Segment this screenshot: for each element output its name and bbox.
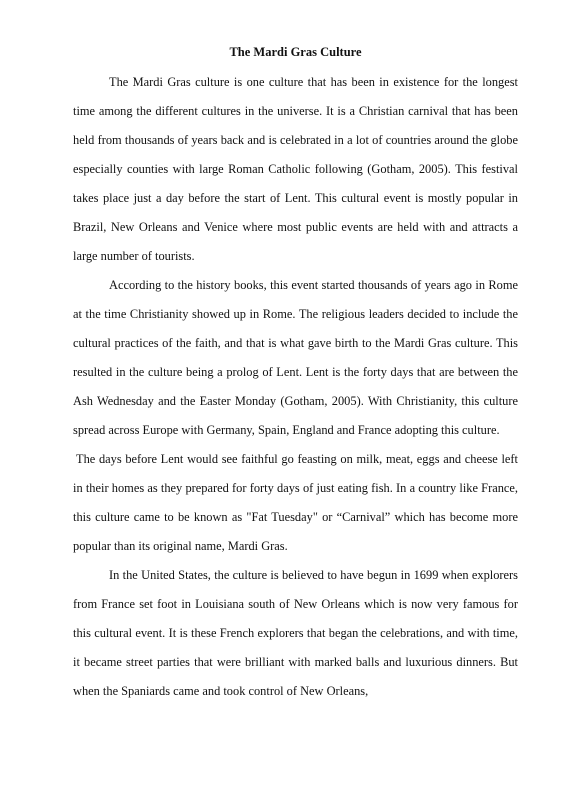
paragraph-2: According to the history books, this event started thousands of years ago in Rome at the time Christianity showed up in Rome. The religious leaders decided to include the cultural practices of the faith, and that is what gave birth to the Mardi Gras culture. This resulted in the culture being a prolog of Lent. Lent is the forty days that are between the Ash Wednesday and the Easter Monday (Gotham, 2005). With Christianity, this culture spread across Europe with Germany, Spain, England and France adopting this culture.	[73, 278, 518, 437]
document-page	[73, 44, 518, 706]
paragraph-1: The Mardi Gras culture is one culture that has been in existence for the longest time among the different cultures in the universe. It is a Christian carnival that has been held from thousands of years back and is celebrated in a lot of countries around the globe especially counties with large Roman Catholic following (Gotham, 2005). This festival takes place just a day before the start of Lent. This cultural event is mostly popular in Brazil, New Orleans and Venice where most public events are held with and attracts a large number of tourists.	[73, 75, 518, 263]
paragraph-4: In the United States, the culture is believed to have begun in 1699 when explorers from France set foot in Louisiana south of New Orleans which is now very famous for this cultural event. It is these French explorers that began the celebrations, and with time, it became street parties that were brilliant with marked balls and luxurious dinners. But when the Spaniards came and took control of New Orleans,	[73, 568, 518, 698]
paragraph-3: The days before Lent would see faithful go feasting on milk, meat, eggs and cheese left in their homes as they prepared for forty days of just eating fish. In a country like France, this culture came to be known as "Fat Tuesday" or “Carnival” which has become more popular than its original name, Mardi Gras.	[73, 452, 518, 553]
document-title: The Mardi Gras Culture	[229, 45, 362, 59]
